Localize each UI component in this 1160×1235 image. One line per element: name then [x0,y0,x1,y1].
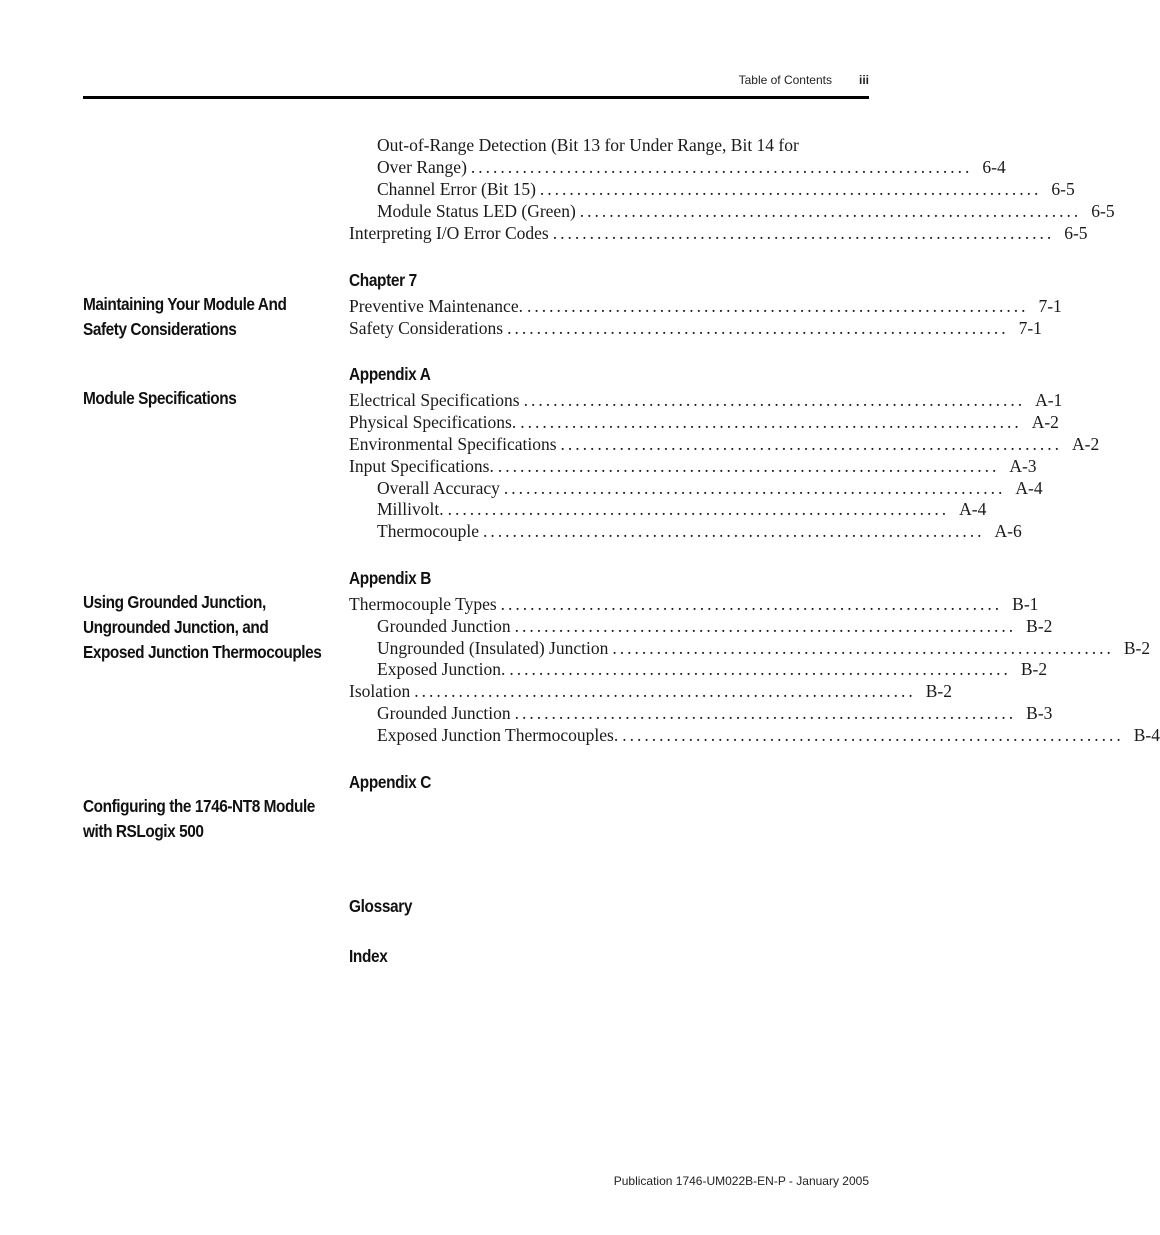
toc-entry-title: Module Status LED (Green) [377,201,576,221]
appendix-c-heading[interactable]: Appendix C [349,772,432,792]
chapter-7-heading[interactable]: Chapter 7 [349,270,417,290]
chapter-7-title [83,292,314,342]
dot-leader: .................................................................... [552,223,1055,243]
toc-entry-title: Preventive Maintenance. [349,296,523,316]
chapter-title-line: with RSLogix 500 [83,821,204,841]
toc-entry-title: Over Range) [377,157,467,177]
toc-entry-title: Overall Accuracy [377,478,500,498]
toc-entry[interactable] [377,477,1043,499]
toc-entry-title: Electrical Specifications [349,390,520,410]
dot-leader: .................................................................... [560,434,1063,454]
toc-entry-page: A-2 [1031,412,1059,432]
toc-entry-page: B-3 [1026,703,1053,723]
dot-leader: .................................................................... [503,478,1006,498]
toc-entry[interactable] [377,702,1053,724]
appendix-a-title [83,386,314,411]
toc-entry[interactable] [349,455,1037,477]
toc-entry-page: A-3 [1009,456,1037,476]
toc-entry[interactable] [349,411,1059,433]
dot-leader: .................................................................... [520,412,1022,432]
toc-entry-page: 6-5 [1064,223,1088,243]
toc-entry-page: 7-1 [1018,318,1042,338]
dot-leader: .................................................................... [509,659,1011,679]
toc-entry[interactable] [349,389,1063,411]
toc-entry-page: A-6 [994,521,1022,541]
toc-entry[interactable] [349,317,1042,339]
appendix-b-heading[interactable]: Appendix B [349,568,432,588]
chapter-title-line: Safety Considerations [83,319,237,339]
toc-entry-page: 7-1 [1038,296,1062,316]
toc-entry[interactable] [377,658,1048,680]
toc-entry[interactable] [349,680,952,702]
dot-leader: .................................................................... [414,681,916,701]
toc-entry-title: Ungrounded (Insulated) Junction [377,638,609,658]
toc-entry-module-status-led[interactable] [377,200,1115,222]
dot-leader: .................................................................... [514,616,1017,636]
dot-leader: .................................................................... [526,296,1029,316]
dot-leader: .................................................................... [579,201,1082,221]
index-heading[interactable]: Index [349,946,388,966]
toc-entry-page: B-2 [1020,659,1048,679]
toc-entry-page: B-1 [1012,594,1039,614]
appendix-a-heading[interactable]: Appendix A [349,364,431,384]
chapter-title-line: Maintaining Your Module And [83,294,287,314]
running-header-title: Table of Contents [738,73,832,87]
chapter-title-line: Exposed Junction Thermocouples [83,642,322,662]
dot-leader: .................................................................... [447,499,950,519]
appendix-c-title [83,794,314,844]
dot-leader: .................................................................... [507,318,1009,338]
dot-leader: .................................................................... [500,594,1003,614]
toc-entry-out-of-range[interactable] [377,156,1006,178]
chapter-title-line: Using Grounded Junction, [83,592,266,612]
toc-entry[interactable] [377,724,1160,746]
toc-entry-channel-error[interactable] [377,178,1075,200]
toc-entry-title: Thermocouple [377,521,480,541]
toc-entry-title: Millivolt. [377,499,444,519]
toc-entry-title: Safety Considerations [349,318,504,338]
page-number: iii [858,73,869,87]
toc-entry-page: B-4 [1133,725,1160,745]
toc-entry-page: 6-5 [1051,179,1075,199]
toc-entry-out-of-range-line1[interactable]: Out-of-Range Detection (Bit 13 for Under Range, Bit 14 for [377,135,799,155]
toc-entry-interpreting-io[interactable] [349,222,1088,244]
toc-entry-title: Exposed Junction Thermocouples. [377,725,619,745]
dot-leader: .................................................................... [612,638,1114,658]
toc-entry[interactable] [377,637,1151,659]
header-rule [83,96,869,99]
toc-entry-title: Grounded Junction [377,616,511,636]
toc-entry[interactable] [349,295,1062,317]
toc-entry-page: 6-4 [982,157,1006,177]
toc-entry-page: 6-5 [1091,201,1115,221]
dot-leader: .................................................................... [539,179,1042,199]
toc-entry-title: Channel Error (Bit 15) [377,179,536,199]
toc-entry-title: Thermocouple Types [349,594,497,614]
toc-entry-page: B-2 [1026,616,1053,636]
chapter-title-line: Ungrounded Junction, and [83,617,269,637]
toc-entry[interactable] [349,593,1039,615]
appendix-b-title [83,590,322,665]
toc-entry-title: Physical Specifications. [349,412,517,432]
toc-entry[interactable] [377,615,1053,637]
dot-leader: .................................................................... [497,456,1000,476]
dot-leader: .................................................................... [483,521,985,541]
toc-entry-title: Environmental Specifications [349,434,557,454]
chapter-title-line: Configuring the 1746-NT8 Module [83,796,315,816]
toc-entry-page: A-4 [959,499,987,519]
glossary-heading[interactable]: Glossary [349,896,413,916]
toc-entry[interactable] [377,498,987,520]
toc-entry-page: B-2 [1123,638,1151,658]
publication-footer: Publication 1746-UM022B-EN-P - January 2005 [613,1174,869,1188]
toc-entry-title: Exposed Junction. [377,659,506,679]
toc-entry-page: A-2 [1072,434,1100,454]
dot-leader: .................................................................... [514,703,1017,723]
dot-leader: .................................................................... [622,725,1124,745]
toc-entry[interactable] [377,520,1022,542]
toc-entry-title: Grounded Junction [377,703,511,723]
toc-entry-page: B-2 [925,681,952,701]
dot-leader: .................................................................... [470,157,973,177]
toc-entry-title: Input Specifications. [349,456,494,476]
toc-entry-page: A-1 [1035,390,1063,410]
toc-entry-title: Isolation [349,681,411,701]
toc-entry[interactable] [349,433,1100,455]
toc-entry-title: Interpreting I/O Error Codes [349,223,549,243]
chapter-title-line: Module Specifications [83,388,237,408]
toc-entry-page: A-4 [1015,478,1043,498]
dot-leader: .................................................................... [523,390,1026,410]
